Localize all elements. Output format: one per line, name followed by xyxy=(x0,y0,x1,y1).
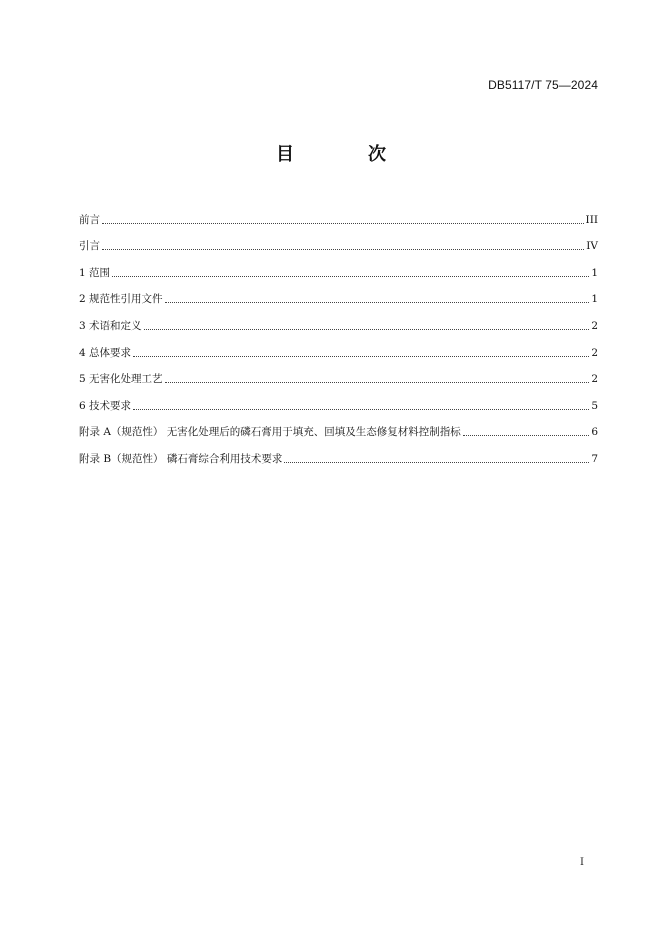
toc-entry-terms-definitions[interactable] xyxy=(79,306,598,333)
toc-entry-page: 2 xyxy=(591,346,598,359)
toc-entry-scope[interactable] xyxy=(79,253,598,280)
toc-entry-label: 前言 xyxy=(79,213,100,226)
toc-dot-leader xyxy=(284,462,589,463)
toc-entry-label: 6 技术要求 xyxy=(79,399,132,412)
toc-entry-label: 附录 B（规范性） 磷石膏综合利用技术要求 xyxy=(79,452,283,465)
toc-entry-page: 2 xyxy=(591,319,598,332)
toc-dot-leader xyxy=(144,329,590,330)
toc-entry-page: III xyxy=(585,213,598,226)
toc-dot-leader xyxy=(102,223,584,224)
toc-entry-general-requirements[interactable] xyxy=(79,333,598,360)
table-of-contents xyxy=(79,200,598,466)
document-code: DB5117/T 75—2024 xyxy=(488,78,598,92)
toc-entry-page: 2 xyxy=(591,373,598,386)
page-number: I xyxy=(580,857,584,868)
toc-dot-leader xyxy=(133,356,589,357)
toc-entry-page: IV xyxy=(586,240,598,253)
toc-title: 目 次 xyxy=(276,144,414,165)
toc-entry-label: 4 总体要求 xyxy=(79,346,132,359)
toc-entry-treatment-process[interactable] xyxy=(79,360,598,387)
toc-entry-label: 引言 xyxy=(79,240,100,253)
toc-dot-leader xyxy=(102,249,584,250)
toc-dot-leader xyxy=(165,382,590,383)
toc-dot-leader xyxy=(463,435,590,436)
toc-entry-page: 1 xyxy=(591,266,598,279)
toc-entry-appendix-a[interactable] xyxy=(79,413,598,440)
toc-entry-normative-references[interactable] xyxy=(79,280,598,307)
toc-entry-label: 1 范围 xyxy=(79,266,111,279)
toc-entry-page: 7 xyxy=(591,452,598,465)
toc-entry-page: 6 xyxy=(591,426,598,439)
toc-entry-label: 5 无害化处理工艺 xyxy=(79,373,163,386)
toc-dot-leader xyxy=(112,276,589,277)
toc-entry-label: 2 规范性引用文件 xyxy=(79,293,163,306)
toc-entry-label: 附录 A（规范性） 无害化处理后的磷石膏用于填充、回填及生态修复材料控制指标 xyxy=(79,426,461,439)
toc-dot-leader xyxy=(133,409,589,410)
toc-entry-foreword[interactable] xyxy=(79,200,598,227)
toc-entry-introduction[interactable] xyxy=(79,227,598,254)
toc-entry-page: 1 xyxy=(591,293,598,306)
toc-entry-appendix-b[interactable] xyxy=(79,439,598,466)
toc-dot-leader xyxy=(165,302,590,303)
toc-entry-label: 3 术语和定义 xyxy=(79,319,142,332)
toc-entry-technical-requirements[interactable] xyxy=(79,386,598,413)
toc-entry-page: 5 xyxy=(591,399,598,412)
